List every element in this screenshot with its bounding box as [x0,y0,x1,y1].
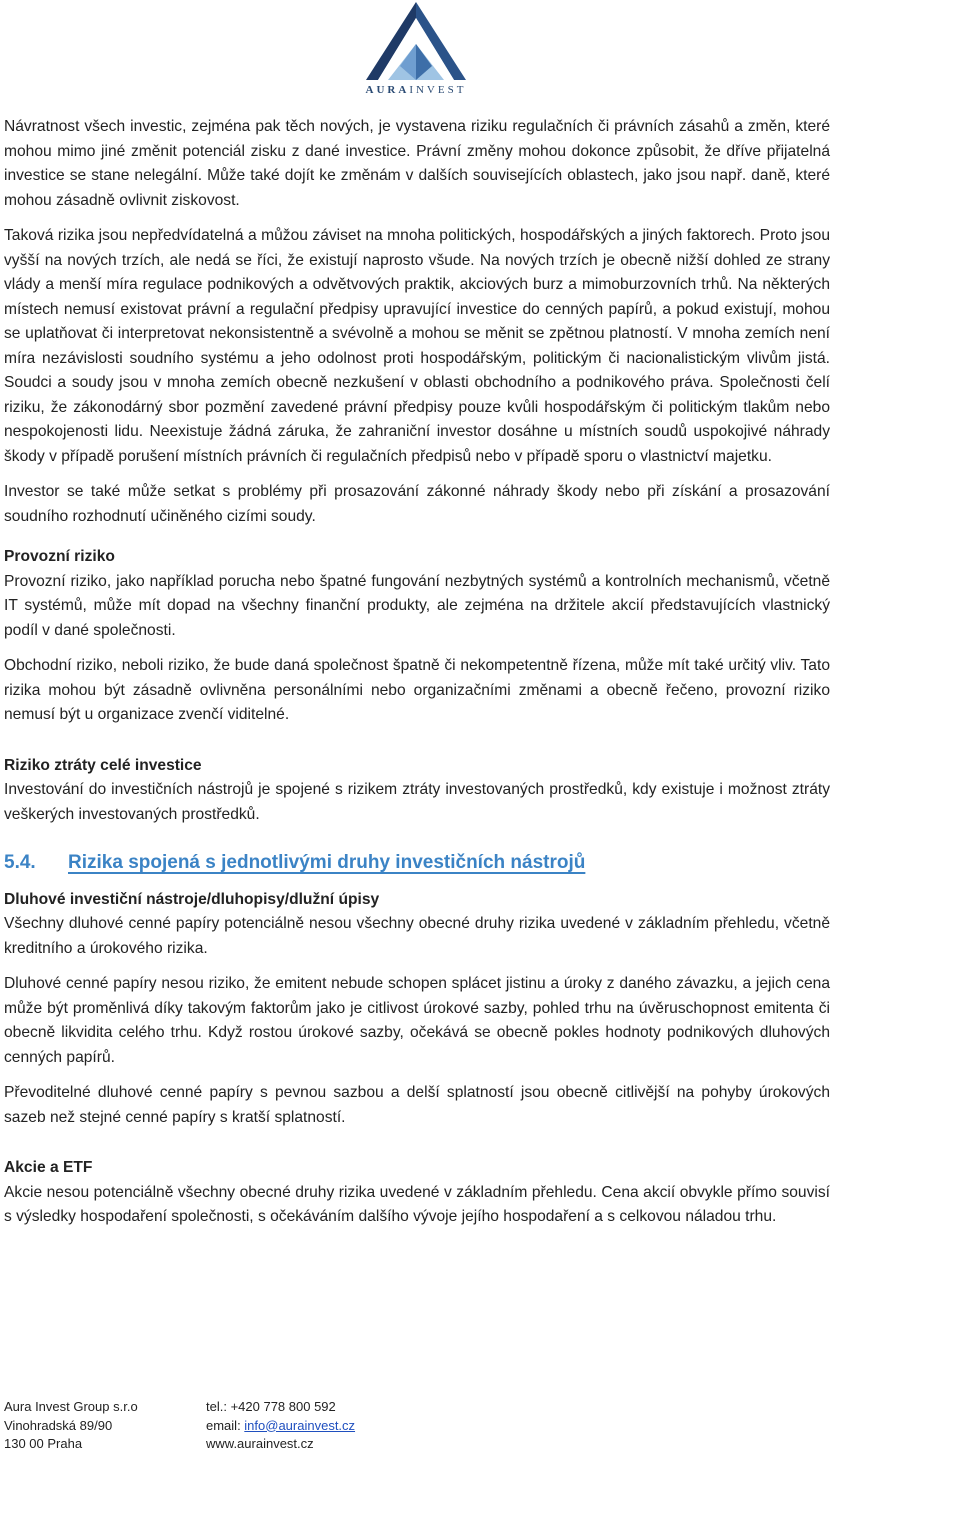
paragraph-legal-changes: Návratnost všech investic, zejména pak těch nových, je vystavena riziku regulačních či právních zásahů a změn, které mohou mimo jiné změnit potenciál zisku z dané investice. Právní změny mohou dokonce způsobit, že dříve přijatelná investice se stane nelegální. Může také dojít ke změnám v dalších souvisejících oblastech, jako jsou např. daně, které mohou zásadně ovlivnit ziskovost. [4,118,830,209]
paragraph-debt-1: Všechny dluhové cenné papíry potenciálně nesou všechny obecné druhy rizika uvedené v základním přehledu, včetně kreditního a úrokového rizika. [4,915,830,957]
paragraph-total-loss: Investování do investičních nástrojů je spojené s rizikem ztráty investovaných prostředků, kdy existuje i možnost ztráty veškerých investovaných prostředků. [4,781,830,823]
heading-operational-risk: Provozní riziko [4,548,115,565]
paragraph-political-risks: Taková rizika jsou nepředvídatelná a můžou záviset na mnoha politických, hospodářských a jiných faktorech. Proto jsou vyšší na nových trzích, ale nedá se říci, že existují naprosto všude. Na nových trzích je obecně nižší dohled ze strany vlády a menší míra regulace podnikových a odvětvových praktik, akciových burz a mimoburzovních trhů. Na některých místech nemusí existovat právní a regulační předpisy upravující investice do cenných papírů, a pokud existují, mohou se uplatňovat či interpretovat nekonsistentně a svévolně a mohou se měnit se zpětnou platností. V mnoha zemích není míra nezávislosti soudního systému a jeho odolnost proti hospodářským, politickým či nacionalistickým vlivům jistá. Soudci a soudy jsou v mnoha zemích obecně nezkušení v oblasti obchodního a podnikového práva. Společnosti čelí riziku, že zákonodárný sbor pozmění zavedené právní předpisy pouze kvůli hospodářským či politickým tlakům nebo nespokojenosti lidu. Neexistuje žádná záruka, že zahraniční investor dosáhne u místních soudů uspokojivé náhrady škody v případě porušení místních právních či regulačních předpisů nebo v případě sporu o vlastnictví majetku. [4,227,830,465]
logo-brand-part1: AURA [365,84,410,96]
section-number: 5.4. [4,852,36,873]
footer-company: Aura Invest Group s.r.o [4,1399,138,1414]
section-heading [4,851,830,876]
footer-phone: tel.: +420 778 800 592 [206,1399,336,1414]
footer-website[interactable]: www.aurainvest.cz [206,1436,314,1451]
heading-total-loss: Riziko ztráty celé investice [4,756,202,774]
footer-email-label: email: [206,1417,245,1433]
footer-contact [206,1398,355,1454]
paragraph-debt-2: Dluhové cenné papíry nesou riziko, že emitent nebude schopen splácet jistinu a úroky z daného závazku, a jejich cena může být proměnlivá díky takovým faktorům jako je citlivost úrokové sazby, pohled trhu na úvěruschopnost emitenta či obecně likvidita celého trhu. Když rostou úrokové sazby, očekává se obecně pokles hodnoty podnikových dluhových cenných papírů. [4,975,830,1066]
footer-address [4,1398,138,1454]
footer-street: Vinohradská 89/90 [4,1417,113,1433]
paragraph-equity: Akcie nesou potenciálně všechny obecné druhy rizika uvedené v základním přehledu. Cena akcií obvykle přímo souvisí s výsledky hospodaření společnosti, s očekáváním dalšího vývoje jejího hospodaření a s celkovou náladou trhu. [4,1183,830,1225]
paragraph-enforcement: Investor se také může setkat s problémy při prosazování zákonné náhrady škody nebo při získání a prosazování soudního rozhodnutí učiněného cizími soudy. [4,483,830,525]
logo-wordmark [346,84,486,96]
heading-equity: Akcie a ETF [4,1159,93,1176]
paragraph-operational-1: Provozní riziko, jako například porucha nebo špatné fungování nezbytných systémů a kontrolních mechanismů, včetně IT systémů, může mít dopad na všechny finanční produkty, ale zejména na držitele akcií představujících vlastnický podíl v dané společnosti. [4,572,830,639]
footer-email-row [206,1417,355,1436]
document-body [4,115,830,1241]
paragraph-debt-3: Převoditelné dluhové cenné papíry s pevnou sazbou a delší splatností jsou obecně citlivější na pohyby úrokových sazeb než stejné cenné papíry s kratší splatností. [4,1084,830,1126]
section-title: Rizika spojená s jednotlivými druhy investičních nástrojů [68,852,586,873]
footer-city: 130 00 Praha [4,1436,83,1451]
paragraph-operational-2: Obchodní riziko, neboli riziko, že bude daná společnost špatně či nekompetentně řízena, může mít také určitý vliv. Tato rizika mohou být zásadně ovlivněna personálními nebo organizačními změnami a obecně řečeno, provozní riziko nemusí být u organizace zvenčí viditelné. [4,657,830,723]
company-logo [346,0,486,104]
logo-brand-part2: INVEST [409,84,467,96]
footer-email-link[interactable]: info@aurainvest.cz [244,1417,356,1433]
triangle-logo-icon [346,0,486,84]
heading-debt-instruments: Dluhové investiční nástroje/dluhopisy/dlužní úpisy [4,890,380,908]
